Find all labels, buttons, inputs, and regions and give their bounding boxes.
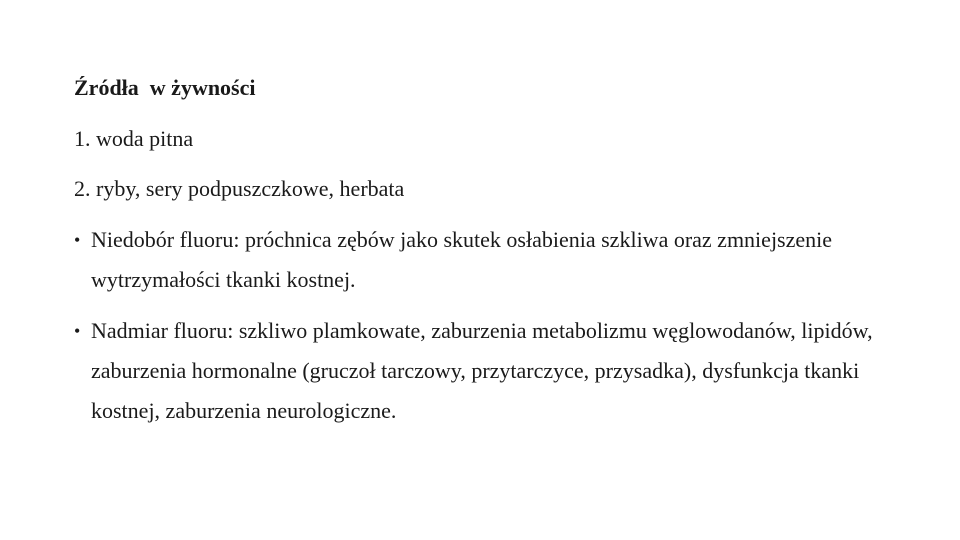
- numbered-item-1: 1. woda pitna: [74, 126, 194, 151]
- slide-title: Źródła w żywności: [74, 75, 256, 100]
- bullet-item-deficiency: [74, 220, 874, 300]
- bullet-item-excess: [74, 311, 874, 431]
- bullet-marker: •: [74, 230, 81, 250]
- numbered-item-2: 2. ryby, sery podpuszczkowe, herbata: [74, 176, 405, 201]
- bullet-text: Niedobór fluoru: próchnica zębów jako skutek osłabienia szkliwa oraz zmniejszenie wytrzymałości tkanki kostnej.: [91, 227, 833, 292]
- bullet-text: Nadmiar fluoru: szkliwo plamkowate, zaburzenia metabolizmu węglowodanów, lipidów, zaburzenia hormonalne (gruczoł tarczowy, przytarczyce, przysadka), dysfunkcja tkanki kostnej, zaburzenia neurologiczne.: [91, 318, 873, 423]
- bullet-marker: •: [74, 321, 81, 341]
